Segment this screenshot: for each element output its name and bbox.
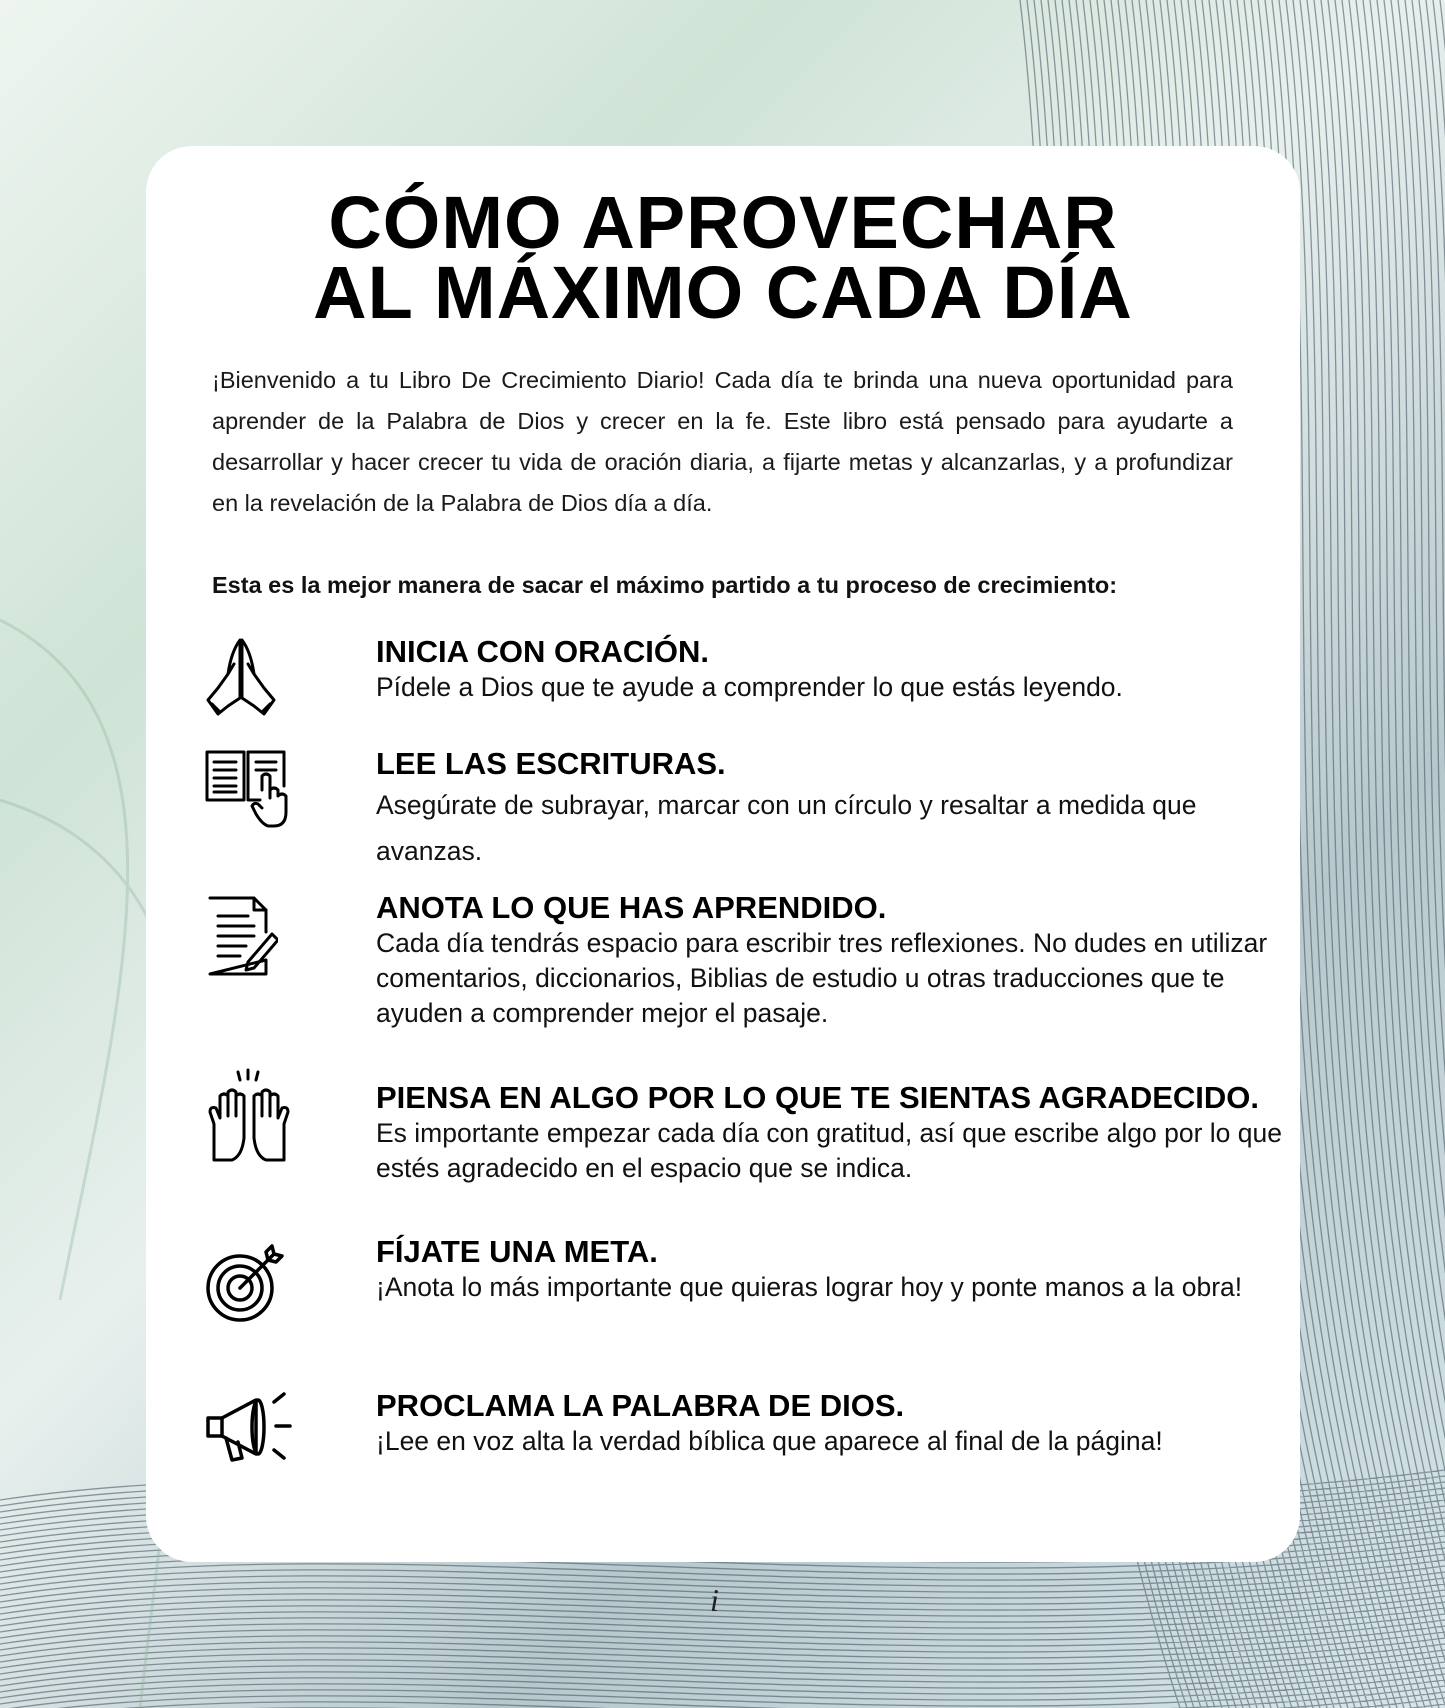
praying-hands-icon xyxy=(204,634,278,720)
title-line-2: AL MÁXIMO CADA DÍA xyxy=(313,251,1133,334)
content-card xyxy=(146,146,1300,1562)
lead-sentence: Esta es la mejor manera de sacar el máximo partido a tu proceso de crecimiento: xyxy=(212,572,1118,598)
step-text: ¡Lee en voz alta la verdad bíblica que aparece al final de la página! xyxy=(376,1426,1163,1456)
step-text: Cada día tendrás espacio para escribir tres reflexiones. No dudes en utilizar comentarios, diccionarios, Biblias de estudio u otras traducciones que te ayuden a comprender mejor el pasaje. xyxy=(376,928,1268,1028)
step-heading: FÍJATE UNA META. xyxy=(376,1234,658,1269)
target-arrow-icon xyxy=(204,1244,278,1330)
notepad-pencil-icon xyxy=(204,890,278,976)
step-heading: LEE LAS ESCRITURAS. xyxy=(376,746,726,781)
raised-hands-icon xyxy=(204,1068,278,1154)
step-text: ¡Anota lo más importante que quieras lograr hoy y ponte manos a la obra! xyxy=(376,1272,1243,1302)
step-text: Es importante empezar cada día con gratitud, así que escribe algo por lo que estés agradecido en el espacio que se indica. xyxy=(376,1118,1282,1183)
title-line-1: CÓMO APROVECHAR xyxy=(328,181,1118,264)
intro-paragraph: ¡Bienvenido a tu Libro De Crecimiento Diario! Cada día te brinda una nueva oportunidad para aprender de la Palabra de Dios y crecer en la fe. Este libro está pensado para ayudarte a desarrollar y hacer crecer tu vida de oración diaria, a fijarte metas y alcanzarlas, y a profundizar en la revelación de la Palabra de Dios día a día. xyxy=(212,367,1233,516)
step-text: Asegúrate de subrayar, marcar con un círculo y resaltar a medida que avanzas. xyxy=(376,790,1197,866)
page-number: i xyxy=(710,1582,719,1618)
megaphone-icon xyxy=(204,1388,278,1474)
page-title xyxy=(146,181,1300,334)
step-heading: ANOTA LO QUE HAS APRENDIDO. xyxy=(376,890,887,925)
open-book-pointer-icon xyxy=(204,746,278,832)
step-heading: PROCLAMA LA PALABRA DE DIOS. xyxy=(376,1388,905,1423)
step-text: Pídele a Dios que te ayude a comprender lo que estás leyendo. xyxy=(376,672,1123,702)
step-heading: PIENSA EN ALGO POR LO QUE TE SIENTAS AGRADECIDO. xyxy=(376,1080,1260,1115)
step-heading: INICIA CON ORACIÓN. xyxy=(376,634,709,669)
